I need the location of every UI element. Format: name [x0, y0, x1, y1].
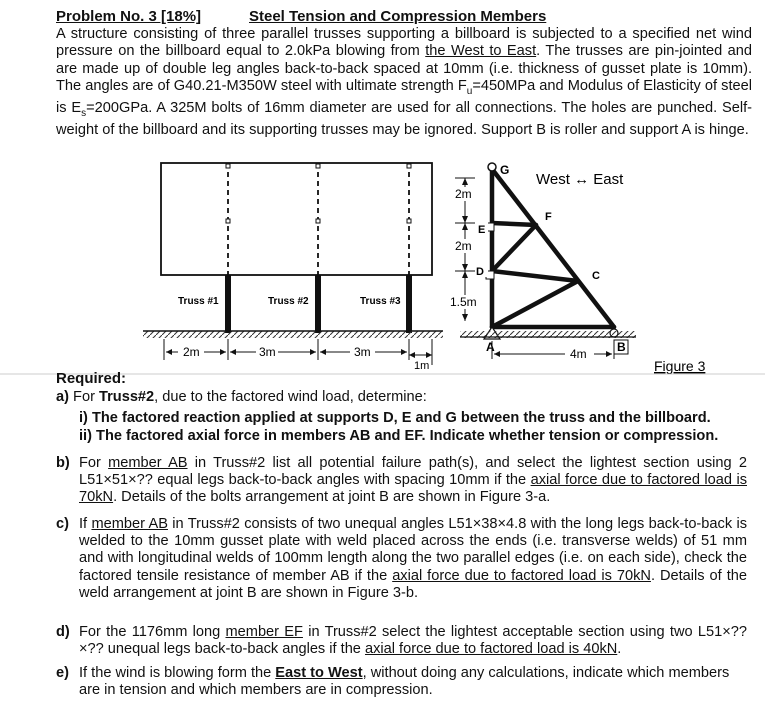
dim-1-5m: 1.5m: [450, 295, 477, 309]
wind-direction: West ↔ East: [536, 171, 624, 188]
dim-3m-b: 3m: [354, 345, 371, 359]
intro-text-3: =450MPa and Modulus of Elasticity of steel is E: [56, 77, 752, 117]
truss-1-label: Truss #1: [178, 296, 219, 307]
d-text-2: in Truss#2 select the lightest acceptable section using two L51×??×?? unequal legs back-to-back angles if the: [79, 624, 748, 658]
question-b: [79, 455, 747, 507]
question-d: [79, 624, 747, 658]
problem-header: [56, 8, 547, 25]
truss-2-label: Truss #2: [268, 296, 309, 307]
question-a: [56, 389, 427, 406]
post-truss-2: [315, 275, 321, 333]
node-f: F: [545, 211, 552, 223]
label-a: a): [56, 389, 69, 405]
dim-3m-a: 3m: [259, 345, 276, 359]
intro-text-1: A structure consisting of three parallel trusses supporting a billboard is subjected to a specified net wind pressure on the billboard equal to 2.0kPa blowing from: [56, 26, 752, 60]
figure-caption: Figure 3: [654, 358, 706, 374]
question-a-i: [79, 410, 711, 426]
node-a: A: [486, 340, 495, 354]
a-truss: Truss#2: [99, 389, 155, 405]
b-text-3: . Details of the bolts arrangement at joint B are shown in Figure 3-a.: [113, 489, 551, 506]
c-force: axial force due to factored load is 70kN: [392, 567, 651, 584]
required-heading: Required:: [56, 370, 127, 387]
node-c: C: [592, 270, 600, 282]
b-force: axial force due to factored load is 70kN: [79, 472, 747, 506]
c-text-2: in Truss#2 consists of two unequal angles L51×38×4.8 with the long legs back-to-back is welded to the 10mm gusset plate with weld placed across the ends (i.e. transverse welds) of 51 mm and with longitudinal welds of 100mm length along the two parallel edges (i.e. on each side), check the factored tensile resistance of member AB if the: [79, 516, 747, 584]
node-e: E: [478, 224, 486, 236]
problem-number: Problem No. 3 [18%]: [56, 8, 202, 25]
label-d: d): [56, 624, 70, 640]
e-text-2: , without doing any calculations, indicate which members are in tension and which members are in compression.: [79, 665, 730, 699]
d-member: member EF: [225, 624, 303, 640]
dim-2m-mid: 2m: [455, 239, 472, 253]
question-a-ii: [79, 428, 718, 444]
post-truss-1: [225, 275, 231, 333]
b-text-1: For: [79, 455, 109, 471]
c-text-1: If: [79, 516, 92, 532]
fu-subscript: u: [466, 85, 473, 97]
label-e: e): [56, 665, 69, 681]
post-truss-3: [406, 275, 412, 333]
billboard: [161, 163, 432, 275]
intro-text-2: . The trusses are pin-jointed and are made up of double leg angles back-to-back spaced at 10mm (i.e. thickness of gusset plate is 10mm). The angles are of G40.21-M350W steel with ultimate strength F: [56, 43, 752, 94]
dim-4m: 4m: [570, 347, 587, 361]
wind-direction-text: the West to East: [425, 43, 537, 60]
label-c: c): [56, 516, 69, 532]
es-subscript: s: [81, 108, 87, 119]
c-text-3: . Details of the weld arrangement at joint B are shown in Figure 3-b.: [79, 567, 747, 601]
d-text-3: .: [617, 641, 622, 658]
truss-2-diagram: [492, 169, 614, 327]
figure-3: [0, 155, 765, 375]
c-member: member AB: [91, 516, 168, 532]
truss-3-label: Truss #3: [360, 296, 401, 307]
d-text-1: For the 1176mm long: [79, 624, 226, 640]
problem-title: Steel Tension and Compression Members: [249, 8, 547, 25]
node-g: G: [500, 163, 510, 177]
b-text-2: in Truss#2 list all potential failure path(s), and select the lightest section using 2 L51×51×?? equal legs back-to-back angles with spacing 10mm if the: [79, 455, 747, 489]
ground-left: [143, 331, 443, 338]
e-direction: East to West: [275, 665, 363, 681]
dim-2m-bottom: 2m: [183, 345, 200, 359]
a-text-2: , due to the factored wind load, determine:: [154, 389, 427, 405]
question-c: [79, 516, 747, 602]
dim-1m: 1m: [414, 360, 430, 372]
node-d: D: [476, 266, 484, 278]
e-text-1: If the wind is blowing form the: [79, 665, 276, 681]
intro-text-4: =200GPa. A 325M bolts of 16mm diameter are used for all connections. The holes are punched. Self-weight of the billboard and its supporting trusses may be ignored. Support B is roller and support A is hinge.: [56, 100, 752, 139]
node-b: B: [617, 340, 626, 354]
a-ii-text: ii) The factored axial force in members AB and EF. Indicate whether tension or compression.: [79, 428, 719, 444]
a-text-1: For: [73, 389, 99, 405]
dim-2m-top: 2m: [455, 187, 472, 201]
problem-statement: [56, 26, 752, 140]
b-member: member AB: [108, 455, 188, 471]
a-i-text: i) The factored reaction applied at supports D, E and G between the truss and the billboard.: [79, 410, 711, 426]
d-force: axial force due to factored load is 40kN: [364, 641, 618, 658]
question-e: [79, 665, 747, 699]
label-b: b): [56, 455, 70, 471]
